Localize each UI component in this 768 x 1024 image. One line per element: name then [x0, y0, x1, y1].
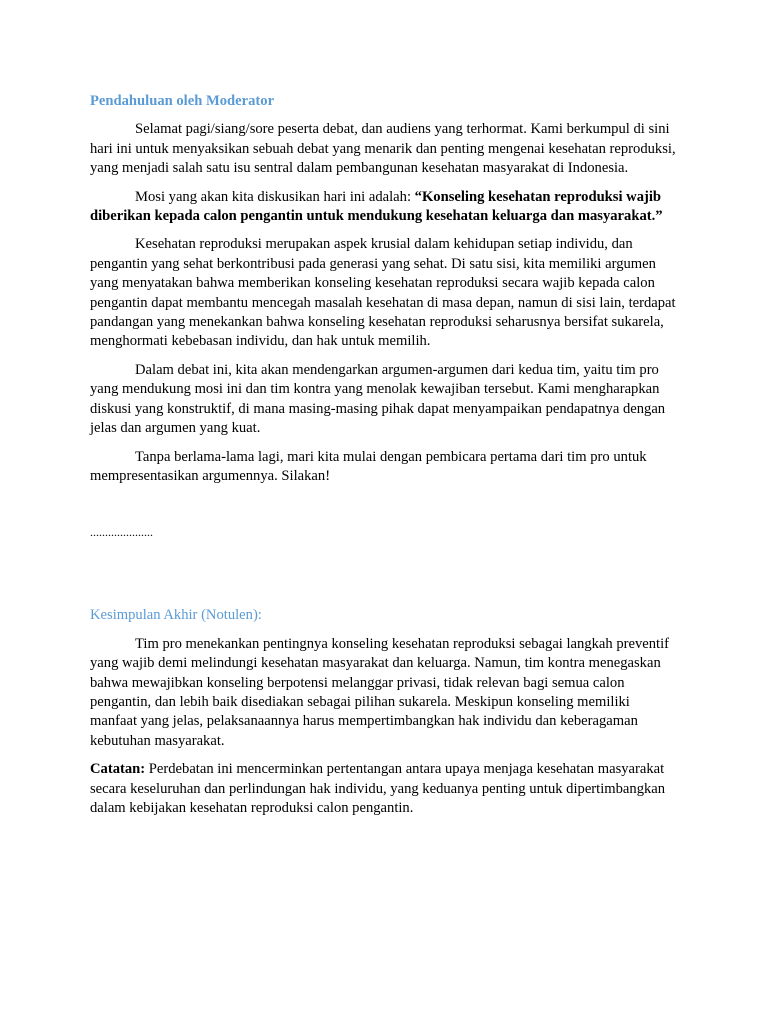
intro-paragraph-3: Kesehatan reproduksi merupakan aspek krusial dalam kehidupan setiap individu, dan pengantin yang sehat berkontribusi pada generasi yang sehat. Di satu sisi, kita memiliki argumen yang menyatakan bahwa memberikan konseling kesehatan reproduksi secara wajib kepada calon pengantin dapat membantu mencegah masalah kesehatan di masa depan, namun di sisi lain, terdapat pandangan yang menekankan bahwa konseling kesehatan reproduksi seharusnya bersifat sukarela, menghormati kebebasan individu, dan hak untuk memilih. — [90, 236, 676, 350]
motion-lead-text: Mosi yang akan kita diskusikan hari ini adalah: — [135, 188, 415, 205]
conclusion-heading: Kesimpulan Akhir (Notulen): — [90, 607, 262, 624]
document-page — [90, 92, 680, 827]
intro-paragraph-5: Tanpa berlama-lama lagi, mari kita mulai dengan pembicara pertama dari tim pro untuk mempresentasikan argumennya. Silakan! — [90, 448, 647, 484]
motion-statement: “Konseling kesehatan reproduksi wajib diberikan kepada calon pengantin untuk mendukung kesehatan keluarga dan masyarakat.” — [90, 188, 663, 225]
intro-paragraph-4: Dalam debat ini, kita akan mendengarkan argumen-argumen dari kedua tim, yaitu tim pro yang mendukung mosi ini dan tim kontra yang menolak kewajiban tersebut. Kami mengharapkan diskusi yang konstruktif, di mana masing-masing pihak dapat menyampaikan pendapatnya dengan jelas dan argumen yang kuat. — [90, 361, 666, 437]
section-separator: ..................... — [90, 525, 153, 540]
intro-heading: Pendahuluan oleh Moderator — [90, 93, 275, 109]
note-text: Perdebatan ini mencerminkan pertentangan antara upaya menjaga kesehatan masyarakat secara keseluruhan dan perlindungan hak individu, yang keduanya penting untuk dipertimbangkan dalam kebijakan kesehatan reproduksi calon pengantin. — [90, 761, 666, 816]
conclusion-paragraph: Tim pro menekankan pentingnya konseling kesehatan reproduksi sebagai langkah preventif yang wajib demi melindungi kesehatan masyarakat dan keluarga. Namun, tim kontra menegaskan bahwa mewajibkan konseling berpotensi melanggar privasi, tidak relevan bagi semua calon pengantin, dan lebih baik disediakan sebagai pilihan sukarela. Meskipun konseling memiliki manfaat yang jelas, pelaksanaannya harus mempertimbangkan hak individu dan keberagaman kebutuhan masyarakat. — [90, 635, 670, 749]
note-label: Catatan: — [90, 761, 146, 778]
intro-paragraph-1: Selamat pagi/siang/sore peserta debat, dan audiens yang terhormat. Kami berkumpul di sini hari ini untuk menyaksikan sebuah debat yang menarik dan penting mengenai kesehatan reproduksi, yang menjadi salah satu isu sentral dalam pembangunan kesehatan masyarakat di Indonesia. — [90, 121, 676, 177]
intro-paragraph-motion — [90, 188, 680, 227]
conclusion-note — [90, 760, 680, 818]
